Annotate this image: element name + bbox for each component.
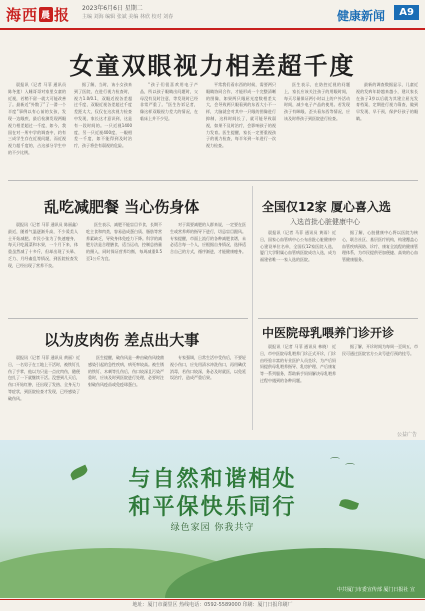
- divider: [8, 318, 248, 319]
- divider: [8, 180, 418, 181]
- article4-col1: 晨报讯（记者 马菲 通讯员 黄丽）近日，一名男子在工地上干活时，被铁钉扎伤了手掌，他以为只是一点皮肉伤，随便包扎了一下就继续干活。没想到几天后，伤口开始红肿，还出现了发热、全身无力等症状，到医院检查才发现，已经感染了破伤风。: [8, 355, 80, 401]
- main-article-col4: 平常我们看东西的时候，需要两只眼睛协同合作，才能形成一个完整清晰的图像，如果两只眼屈光度数相差太大，会导致两只眼看到的东西大小不一样，大脑就会对其中一只眼的图像进行抑制，这样时间长了，就可能导致弱视，如果不及时治疗，会影响孩子的视力发育。医生提醒，家长一定要重视孩子的视力检查，每半年到一年进行一次视力检查。: [206, 82, 276, 149]
- ad-label: 公益广告: [396, 432, 417, 438]
- main-article-col1: 晨报讯（记者 马菲 通讯员 陈冬莲）入睡哥哥对家里女童的近视，若稍不留一就大可能改善了。最新近“外散了”了一滑一个半度”事例以有心前的女孩，发现一边眼疾，最后检测发现两眼视力相差超过一千度，如今，我国在对一所中学的调查中，约有三成学生存在近视问题，而近视视力超千度的，占这部分学生中的不少比例。: [8, 82, 66, 155]
- masthead: [0, 0, 425, 30]
- article4-col2: 医生提醒，破伤风是一种由破伤风梭菌感染引起的急性疾病，病死率较高。被生锈的铁钉、木刺等扎伤后，伤口较深且污染严重时，应该及时到医院进行处理，必要时注射破伤风疫苗或免疫球蛋白。: [88, 355, 164, 388]
- article4-col3: 专家强调，日常生活中受伤后，不要轻视小伤口，应先用清水冲洗伤口，再用碘伏消毒，若伤口较深，务必及时就医，以免延误治疗，造成严重后果。: [170, 355, 246, 381]
- public-service-ad: [0, 440, 425, 598]
- bird-icon: ⌒: [330, 458, 340, 469]
- article5-col1: 晨报讯（记者 马菲 通讯员 林晓） 近日，市中医院母乳喂养门诊正式开诊，门诊由经验丰富的专业医护人员坐诊，为产后妈妈提供母乳喂养指导、乳房护理、产后康复等一系列服务，帮助新手妈妈解决母乳喂养过程中遇到的各种问题。: [260, 344, 336, 383]
- page-footer: 地址：厦门市湖里区 热线电话：0592-5589000 印刷：厦门日报印刷厂: [0, 599, 425, 611]
- ad-slogan-line1: 与自然和谐相处: [128, 467, 297, 492]
- ad-slogan-line2: 和平保快乐同行: [128, 495, 297, 520]
- main-headline: 女童双眼视力相差超千度: [69, 52, 356, 80]
- logo-text-a: 海西: [6, 6, 39, 24]
- article2-col2: 医生表示，减肥不能盲目节食，长期不吃主食和肉类，容易造成蛋白质、脂肪等营养素缺乏，导致身体免疫力下降。科学的减肥方法是合理膳食，适当运动，控制总热量的摄入，同时保证营养均衡，每周减重0.5至1公斤为宜。: [86, 222, 162, 261]
- logo-seal: 晨: [39, 7, 53, 22]
- article4-headline: 以为皮肉伤 差点出大事: [44, 331, 200, 349]
- issue-date: 2023年6月6日 星期二: [82, 5, 143, 12]
- bird-icon: ⌒: [345, 464, 355, 475]
- article3-headline: 全国仅12家 厦心喜入选: [262, 200, 391, 214]
- editor-line: 主编 刘海 编辑 张斌 美编 林欣 校对 刘春: [82, 14, 174, 20]
- ad-credit: 中共厦门市委宣传部 厦门日报社 宣: [336, 587, 415, 593]
- article3-col1: 晨报讯（记者 马菲 通讯员 黄雨）近日，国家心血管病中心公布首批心脏健康中心建设单位名单，全国仅12家医院入选，厦门大学附属心血管病医院成功入选，成为福建省唯一一家入选的医院。: [260, 230, 336, 263]
- main-article-col5: 医生表示，在防控近视的问题上，家长应该关注孩子的用眼时间，每天尽量保证两小时以上的户外活动时间，减少电子产品的使用。若发现孩子有眯眼、歪头看东西等情况，应该及时带孩子到医院进行检查。: [284, 82, 350, 121]
- article2-col3: 对于需要减肥的人群来说，一定要在医生或营养师的指导下进行，切忌盲目跟风。专家提醒，市面上流行的各种减肥食谱，未必适合每一个人，应根据自身情况，选择适合自己的方式，循序渐进，才能健康瘦身。: [170, 222, 246, 255]
- article3-subhead: 入选首批心脏健康中心: [290, 218, 360, 226]
- article5-headline: 中医院母乳喂养门诊开诊: [262, 326, 395, 340]
- issue-info: [82, 5, 173, 21]
- article3-col2: 据了解，心脏健康中心将以医院为核心，联合社区、基层医疗机构，构建覆盖心血管疾病预防、诊疗、康复全流程的健康管理体系，为市民提供更加便捷、高效的心血管健康服务。: [342, 230, 418, 263]
- main-article-col6: 最新的调查数据显示，儿童近视的发病年龄越来越小，建议家长在孩子3岁以后就为其建立屈光发育档案，定期进行视力筛查，做到早发现、早干预，保护好孩子的眼睛。: [356, 82, 418, 121]
- ad-slogan-line3: 绿色家园 你我共守: [170, 523, 255, 533]
- column-divider: [252, 186, 253, 430]
- newspaper-logo[interactable]: [6, 4, 70, 25]
- divider: [258, 318, 418, 319]
- page-number: A9: [394, 5, 419, 20]
- article2-col1: 晨报讯（记者 马菲 通讯员 陈丽鑫）最近，随着气温逐渐升高，不少爱美人士开始减肥。市民小张为了快速瘦身，每天只吃蔬菜和水果，一个月下来，体重虽然减了十多斤，但却出现了头晕、乏力、月经紊乱等情况，到医院检查发现，已经出现了营养不良。: [8, 222, 78, 268]
- main-article-col3: “孩子们很喜欢用电子产品，所以孩子眼睛出问题时，父母没有及时注意，等发现时已经非常严重了。”医生告诉记者，像这样双眼视力差大的情况，在临床上并不少见。: [140, 82, 198, 121]
- article2-headline: 乱吃减肥餐 当心伤身体: [44, 198, 200, 216]
- logo-text-b: 报: [54, 6, 71, 24]
- main-article-col2: 据了解，当时，该小女孩来到了医院，在进行视力检查时，视力1.0/0.1，双眼近视各差超过千度，双眼近视各差超过千度差距太大，仅仅在这次视力检查中发现，家长这才意识到，这是有一段时间的。一只近视1400度，另一只近视400度，一眼相差一千度，如不能得到及时治疗，孩子将会有弱视的危险。: [74, 82, 132, 149]
- section-title: 健康新闻: [336, 9, 385, 23]
- article5-col2: 据了解，开诊时间为每周一至周五，市民可通过医院官方公众号进行预约挂号。: [342, 344, 418, 356]
